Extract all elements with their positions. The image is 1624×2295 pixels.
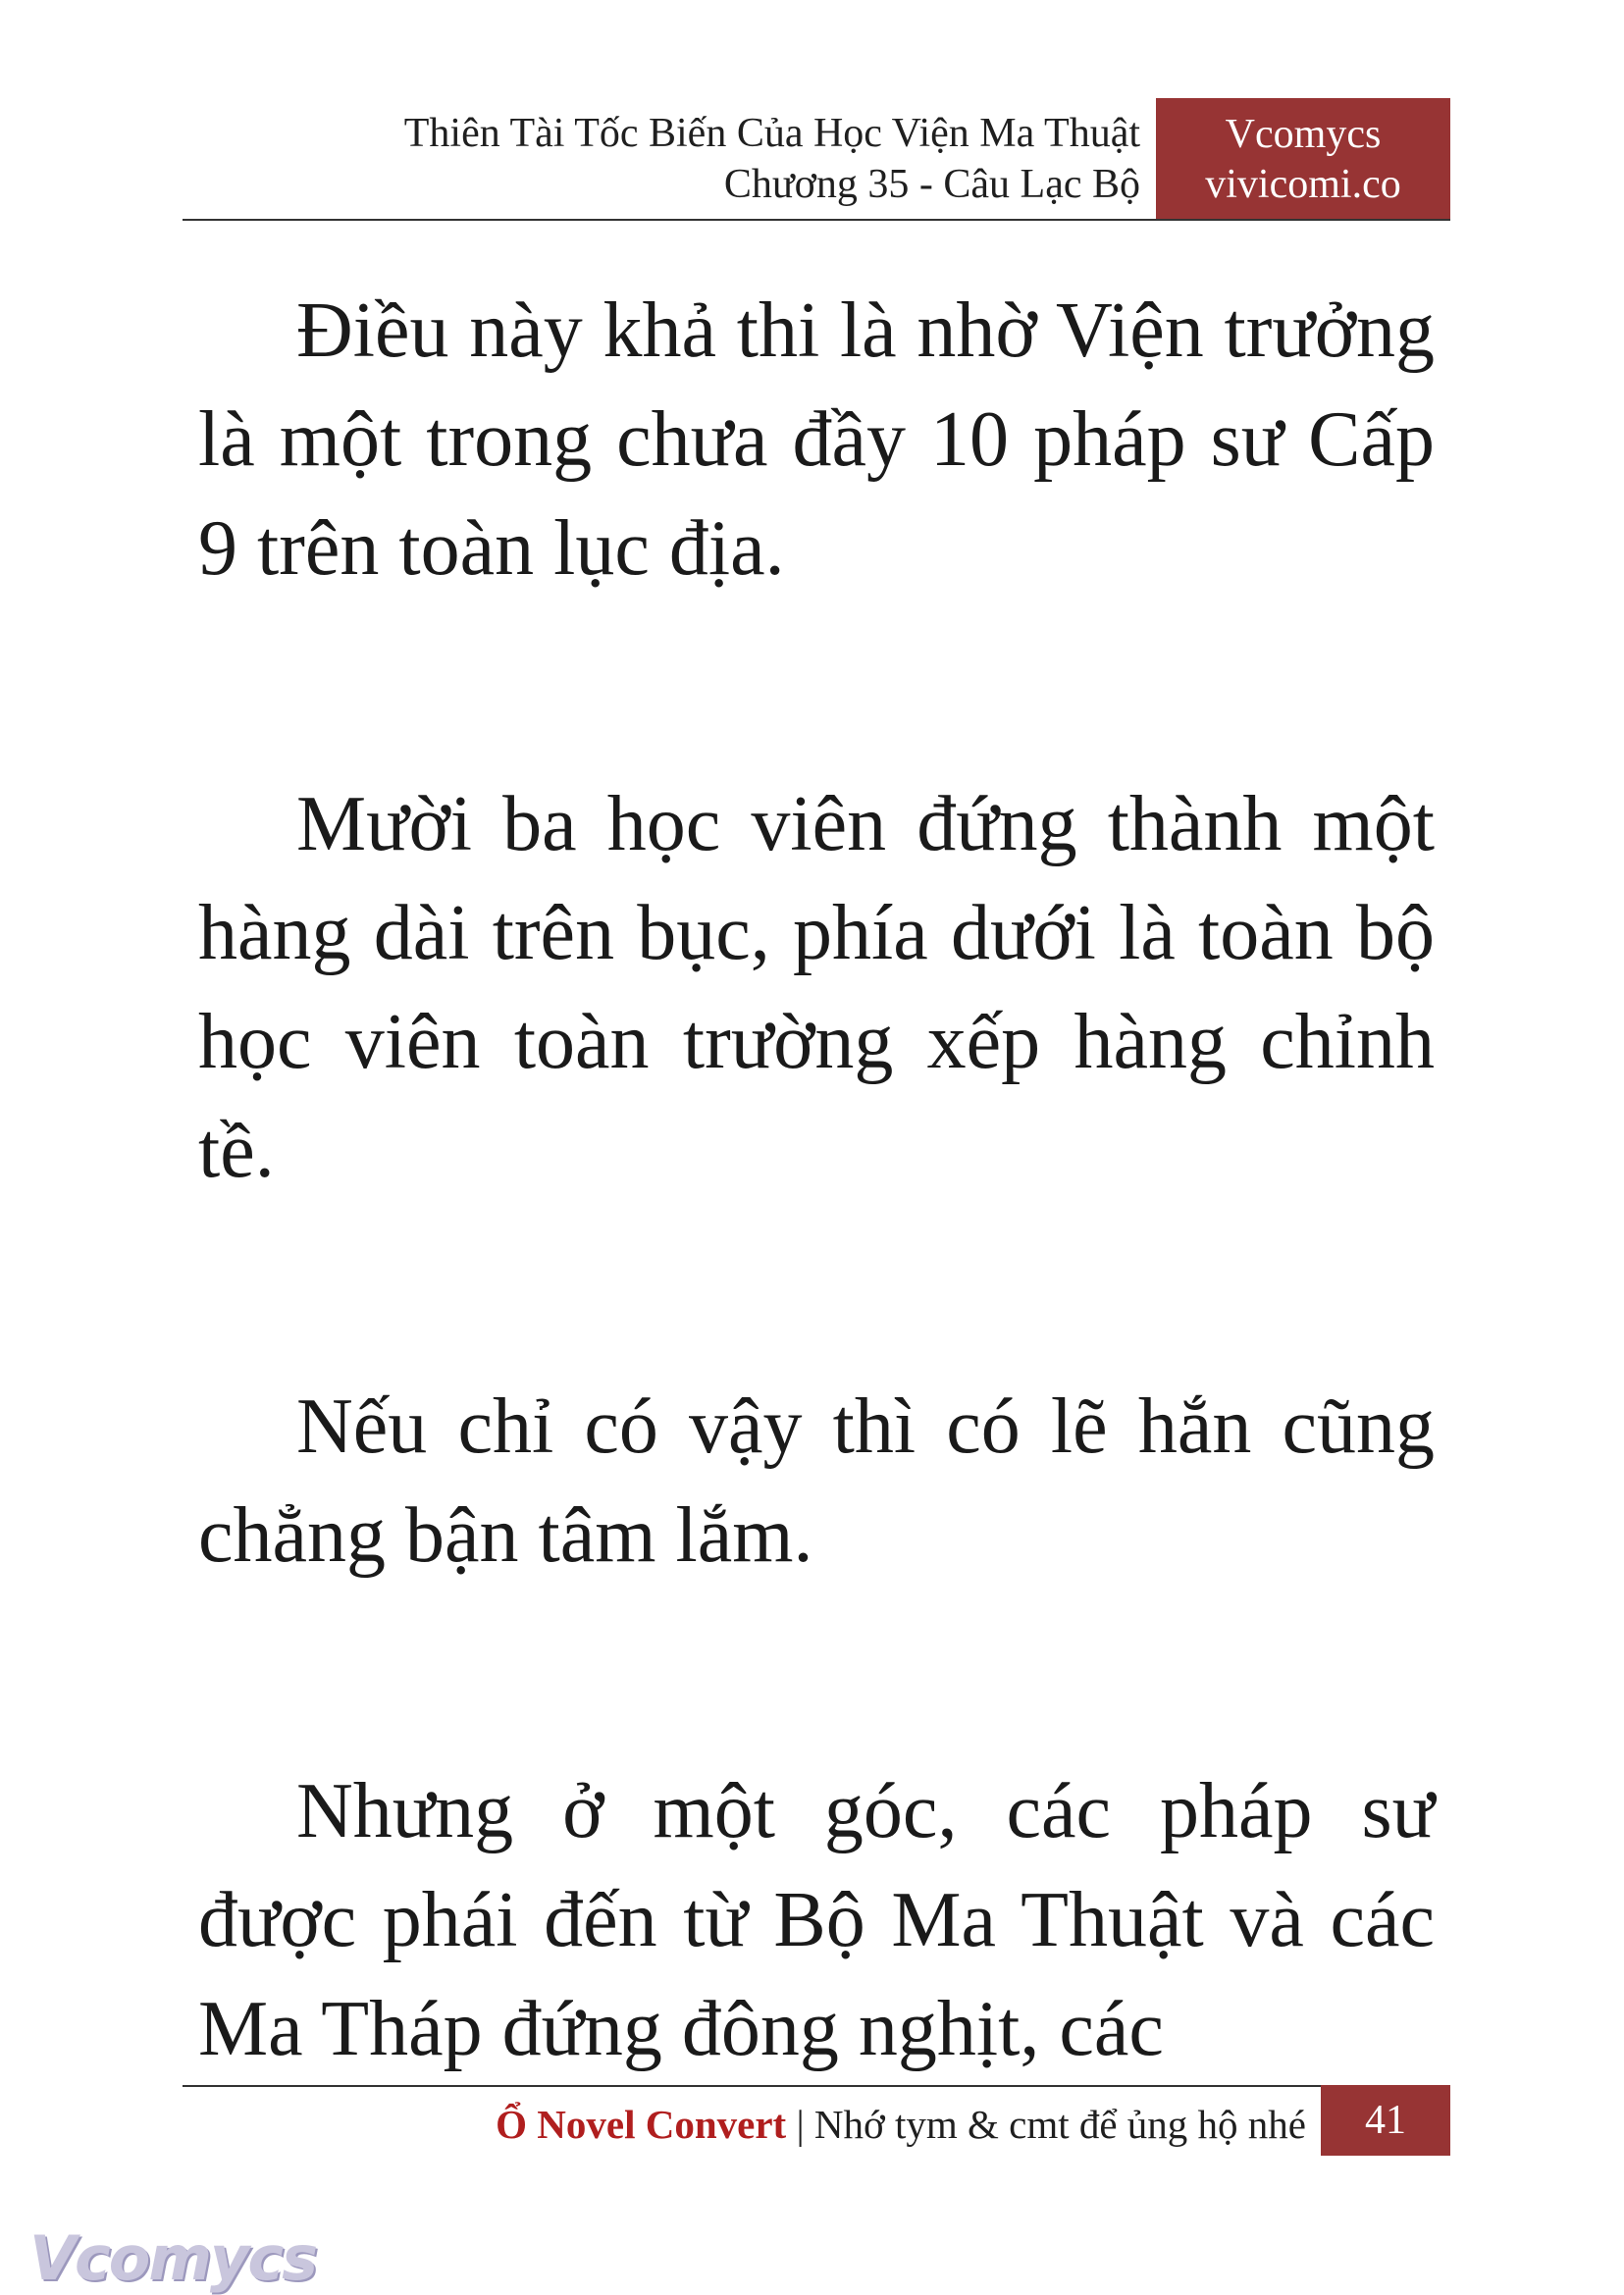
paragraph: Nếu chỉ có vậy thì có lẽ hắn cũng chẳng bận tâm lắm. — [198, 1383, 1435, 1579]
footer-brand: Ổ Novel Convert — [496, 2102, 787, 2147]
running-header — [183, 108, 1140, 210]
paragraph: Nhưng ở một góc, các pháp sư được phái đến từ Bộ Ma Thuật và các Ma Tháp đứng đông nghịt, các — [198, 1768, 1435, 2072]
chapter-title: Chương 35 - Câu Lạc Bộ — [723, 162, 1140, 207]
watermark-logo: Vcomycs — [29, 2222, 317, 2294]
page-number: 41 — [1321, 2085, 1450, 2156]
running-footer — [183, 2100, 1306, 2149]
site-badge-name: Vcomycs — [1225, 112, 1382, 157]
paragraph: Mười ba học viên đứng thành một hàng dài trên bục, phía dưới là toàn bộ học viên toàn trường xếp hàng chỉnh tề. — [198, 781, 1435, 1194]
page-body — [198, 277, 1435, 2251]
footer-divider — [183, 2085, 1450, 2087]
paragraph: Điều này khả thi là nhờ Viện trưởng là một trong chưa đầy 10 pháp sư Cấp 9 trên toàn lục địa. — [198, 287, 1435, 592]
footer-message: Nhớ tym & cmt để ủng hộ nhé — [813, 2102, 1306, 2147]
footer-separator: | — [796, 2102, 805, 2147]
header-divider — [183, 219, 1450, 221]
site-badge-url: vivicomi.co — [1205, 162, 1401, 207]
site-badge — [1156, 98, 1450, 220]
book-title: Thiên Tài Tốc Biến Của Học Viện Ma Thuật — [403, 111, 1140, 156]
